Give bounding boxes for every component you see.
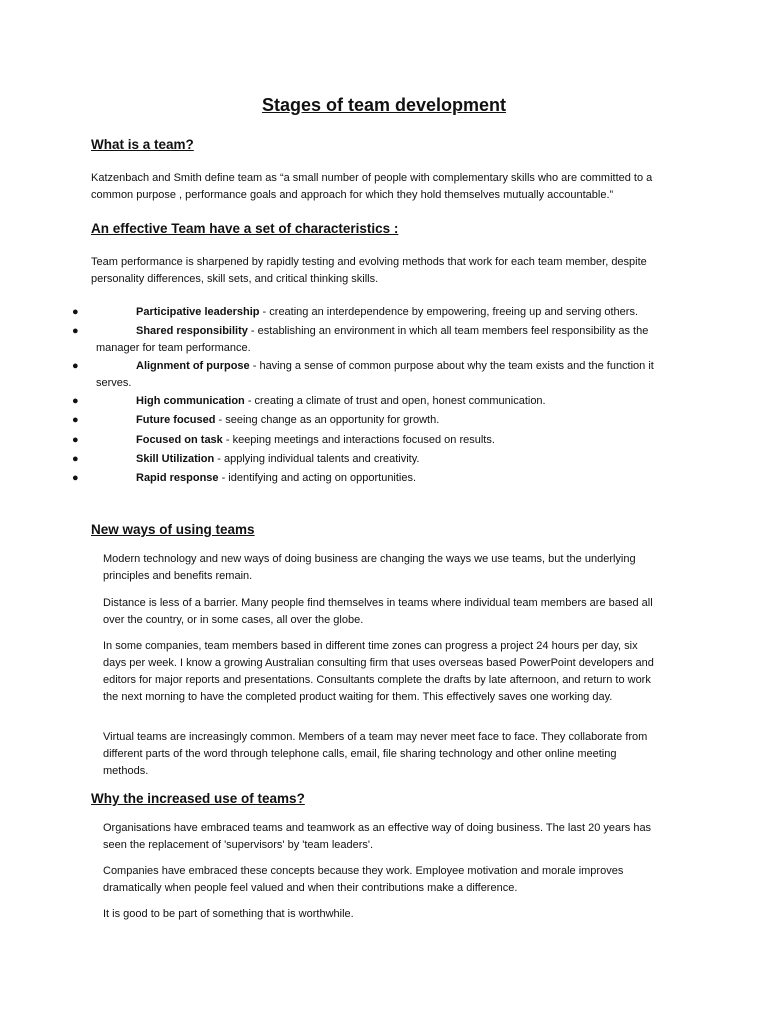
bullet-label: Participative leadership [136,306,260,318]
bullet-label: Shared responsibility [136,325,248,337]
bullet-label: High communication [136,395,245,407]
bullet-icon: ● [72,453,79,465]
heading-characteristics: An effective Team have a set of characteristics : [91,221,399,236]
bullet-label: Rapid response [136,472,219,484]
bullet-label: Future focused [136,414,216,426]
bullet-icon: ● [72,306,79,318]
bullet-text: - keeping meetings and interactions focused on results. [222,434,495,446]
page-title: Stages of team development [261,95,507,115]
paragraph: Organisations have embraced teams and teamwork as an effective way of doing business. The last 20 years has seen the replacement of 'supervisors' by 'team leaders'. [103,822,652,851]
bullet-text: - seeing change as an opportunity for growth. [215,414,440,426]
bullet-icon: ● [72,414,79,426]
heading-new-ways: New ways of using teams [91,522,255,537]
bullet-text: - having a sense of common purpose about why the team exists and the function it serves. [96,360,654,389]
bullet-icon: ● [72,395,79,407]
bullet-label: Skill Utilization [136,453,215,465]
bullet-icon: ● [72,325,79,337]
bullet-label: Focused on task [136,434,223,446]
paragraph: Distance is less of a barrier. Many people find themselves in teams where individual team members are based all over the country, or in some cases, all over the globe. [103,597,653,626]
bullet-icon: ● [72,472,79,484]
paragraph: Virtual teams are increasingly common. Members of a team may never meet face to face. They collaborate from different parts of the word through telephone calls, email, file sharing technology and other online meeting methods. [103,731,648,777]
bullet-icon: ● [72,360,79,372]
paragraph: Companies have embraced these concepts because they work. Employee motivation and morale improves dramatically when people feel valued and when their contributions make a difference. [103,865,624,894]
team-definition-paragraph: Katzenbach and Smith define team as “a small number of people with complementary skills who are committed to a common purpose , performance goals and approach for which they hold themselves mutually accountable.” [91,172,653,201]
bullet-text: - applying individual talents and creativity. [214,453,420,465]
paragraph: In some companies, team members based in different time zones can progress a project 24 hours per day, six days per week. I know a growing Australian consulting firm that uses overseas based PowerPoint developers and editors for major reports and presentations. Consultants complete the drafts by late afternoon, and return to work the next morning to have the completed product waiting for them. This effectively saves one working day. [103,640,654,703]
characteristics-intro-paragraph: Team performance is sharpened by rapidly testing and evolving methods that work for each team member, despite personality differences, skill sets, and critical thinking skills. [91,256,647,285]
paragraph: Modern technology and new ways of doing business are changing the ways we use teams, but the underlying principles and benefits remain. [103,553,636,582]
bullet-text: - creating a climate of trust and open, honest communication. [244,395,546,407]
bullet-label: Alignment of purpose [136,360,250,372]
bullet-text: - establishing an environment in which all team members feel responsibility as the manager for team performance. [96,325,649,354]
bullet-icon: ● [72,434,79,446]
paragraph: It is good to be part of something that is worthwhile. [103,908,354,920]
heading-why-teams: Why the increased use of teams? [91,791,305,806]
bullet-text: - creating an interdependence by empowering, freeing up and serving others. [259,306,639,318]
bullet-text: - identifying and acting on opportunities. [218,472,417,484]
heading-what-is-a-team: What is a team? [91,137,194,152]
